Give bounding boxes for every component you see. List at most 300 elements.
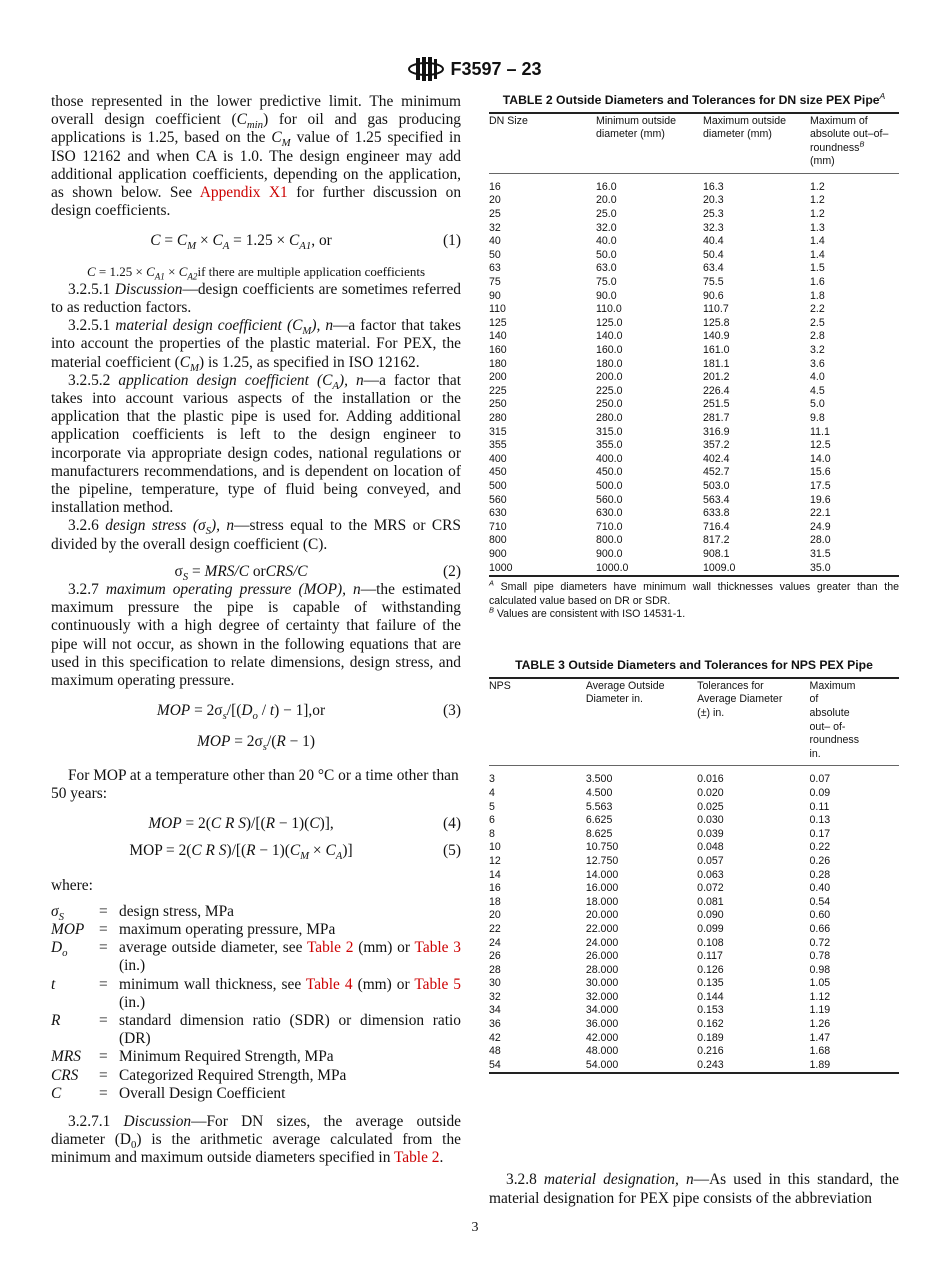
- text-run: = 2σ: [230, 732, 263, 750]
- text-run: )/[(: [245, 815, 266, 833]
- subscript: M: [187, 240, 197, 253]
- text-run: C: [325, 842, 336, 860]
- table-row: [489, 977, 899, 991]
- text-run: − 1)(: [255, 842, 290, 860]
- paragraph-3-2-7-1: [51, 1113, 461, 1168]
- table-cell: 32.0: [596, 221, 617, 234]
- table-row: [489, 303, 899, 317]
- text-run: —design coefficients are sometimes referred to as reduction factors.: [51, 280, 462, 317]
- text-run: ×: [309, 842, 326, 860]
- text-run: )]: [342, 842, 353, 860]
- column-header: NPS: [489, 679, 511, 692]
- table-cell: 42.000: [585, 1031, 619, 1044]
- equation-number: (2): [443, 562, 461, 580]
- text-run: 3.2.7: [68, 581, 106, 599]
- text-run: MOP = 2(: [129, 842, 192, 860]
- footnote-text: Small pipe diameters have minimum wall thicknesses values greater than the calculated value based on DR or SDR.: [489, 581, 899, 607]
- table-cell: 1.2: [810, 180, 825, 193]
- table-cell: 19.6: [810, 493, 831, 506]
- text-run: —stress equal to the MRS or CRS divided by the overall design coefficient (C).: [51, 517, 461, 553]
- table-cell: 452.7: [703, 466, 730, 479]
- table-cell: 1.19: [809, 1004, 831, 1017]
- table-cell: 0.117: [697, 950, 723, 963]
- subscript: M: [190, 361, 199, 374]
- table-cell: 20.3: [703, 194, 724, 207]
- table-cell: 25.3: [703, 208, 724, 221]
- table-cell: 125.0: [596, 316, 623, 329]
- table-row: [489, 766, 899, 787]
- table-row: [489, 909, 899, 923]
- equation-number: (4): [443, 815, 461, 833]
- table-cell: 0.063: [697, 868, 724, 881]
- table-row: [489, 1059, 899, 1074]
- text-run: CRS/C: [265, 562, 308, 580]
- table-cell: 0.216: [697, 1045, 724, 1058]
- table-cell: 32.000: [585, 990, 619, 1003]
- paragraph-mop: [51, 767, 461, 803]
- column-header: Maximum of absolute out– of-roundness in.: [809, 679, 860, 760]
- table-row: [489, 787, 899, 801]
- table-cell: 0.26: [809, 854, 831, 867]
- table-cell: 1.3: [810, 221, 825, 234]
- equation-number: (3): [443, 702, 461, 720]
- table-cell: 355.0: [596, 439, 623, 452]
- table-cell: 315.0: [596, 425, 623, 438]
- subscript: o: [252, 710, 258, 723]
- table-cell: 40.4: [703, 235, 724, 248]
- table-cell: 1.12: [809, 990, 831, 1003]
- variable-symbol: CRS: [51, 1066, 79, 1084]
- table-cell: 0.66: [809, 922, 831, 935]
- table-cell: 0.020: [697, 786, 724, 799]
- equation-3: [51, 702, 461, 723]
- table-cell: 110.7: [703, 303, 729, 316]
- text-run: or: [248, 562, 266, 580]
- table-cell: 25.0: [596, 208, 617, 221]
- text-run: material design coefficient (C: [115, 317, 303, 335]
- text-run: C R S: [210, 815, 246, 833]
- table-cell: 5: [489, 800, 495, 813]
- text-run: = 2(: [181, 815, 211, 833]
- variable-symbol: $D_o$: [51, 939, 68, 960]
- table-cell: 20.0: [596, 194, 617, 207]
- table-cell: 181.1: [703, 357, 730, 370]
- subscript: A: [335, 850, 343, 863]
- table-cell: 32: [489, 221, 501, 234]
- table-row: [489, 521, 899, 535]
- variable-definition: [119, 903, 461, 921]
- paragraph-3-2-6: [51, 517, 461, 553]
- table-row: [489, 841, 899, 855]
- table-cell: 1.2: [810, 194, 825, 207]
- table-cell: 315: [489, 425, 507, 438]
- table-cell: 3.6: [810, 357, 825, 370]
- table-cell: 0.016: [697, 773, 724, 786]
- table-cell: 30.000: [585, 977, 619, 990]
- table-cell: 16.000: [585, 882, 619, 895]
- subscript: 0: [130, 1139, 137, 1152]
- table-cell: 800: [489, 534, 507, 547]
- table-cell: 4.0: [810, 371, 825, 384]
- table-cell: 75.0: [596, 276, 617, 289]
- table-cell: 180: [489, 357, 507, 370]
- table-cell: 22.1: [810, 507, 831, 520]
- table-cell: 0.28: [809, 868, 831, 881]
- table-cell: 900: [489, 547, 507, 560]
- table-cell: 36: [489, 1018, 501, 1031]
- text-run: those represented in the lower predictive limit. The minimum overall design coefficient (: [51, 93, 461, 129]
- paragraph-3-2-5-1-discussion: [51, 281, 461, 317]
- variable-definition: [119, 921, 461, 939]
- text-run: , or: [311, 232, 332, 250]
- table-cell: 1.89: [809, 1058, 831, 1071]
- table-cell: 20: [489, 194, 501, 207]
- text-run: —a factor that takes into account various aspects of the installation or the application that the plastic pipe is used for. Adding additional application coefficients is left to the design engineer to incorporate via appropriate design codes, national regulations or manufacturers recommendations, and is dependent on location of the pipeline, temperature, type of fluid being conveyed, and installation method.: [51, 371, 461, 517]
- table-cell: 54: [489, 1058, 501, 1071]
- table-cell: 0.13: [809, 814, 831, 827]
- document-designation: F3597 – 23: [450, 58, 542, 79]
- table-row: [489, 507, 899, 521]
- cross-reference-link[interactable]: Table 4: [305, 975, 353, 993]
- table-row: [489, 937, 899, 951]
- subscript: M: [281, 137, 291, 150]
- table-row: [489, 991, 899, 1005]
- table-row: [489, 534, 899, 548]
- table-cell: 16.0: [596, 180, 617, 193]
- table-cell: 500.0: [596, 479, 623, 492]
- table-cell: 5.0: [810, 398, 825, 411]
- subscript: A2: [187, 271, 198, 282]
- table-cell: 63: [489, 262, 501, 275]
- table-row: [489, 548, 899, 562]
- table-row: [489, 173, 899, 194]
- table-cell: 0.135: [697, 977, 724, 990]
- text-run: maximum operating pressure (MOP), n: [105, 581, 361, 599]
- text-run: ), n: [311, 317, 334, 335]
- table-cell: 12: [489, 854, 501, 867]
- table-cell: 35.0: [810, 561, 831, 574]
- table-cell: 3.2: [810, 344, 825, 356]
- table-cell: 450.0: [596, 466, 623, 479]
- table-cell: 0.081: [697, 895, 724, 908]
- table-row: [489, 1032, 899, 1046]
- equals-sign: =: [99, 920, 108, 938]
- text-run: = 1.25 ×: [95, 263, 147, 279]
- table-cell: 1.47: [809, 1031, 831, 1044]
- table-row: [489, 466, 899, 480]
- table-cell: 710: [489, 520, 507, 533]
- text-run: ×: [196, 232, 213, 250]
- cross-reference-link[interactable]: Table 2: [393, 1149, 440, 1167]
- table-row: [489, 801, 899, 815]
- table-cell: 0.243: [697, 1058, 724, 1071]
- table-row: [489, 439, 899, 453]
- table-cell: 9.8: [810, 411, 825, 424]
- table-cell: 563.4: [703, 493, 730, 506]
- page-header: [0, 56, 950, 82]
- text-run: C: [236, 111, 247, 129]
- table-row: [489, 412, 899, 426]
- paragraph: [51, 93, 461, 220]
- cross-reference-link[interactable]: Table 2: [306, 939, 354, 957]
- cross-reference-link[interactable]: Table 3: [414, 939, 461, 957]
- table-cell: 0.057: [697, 854, 724, 867]
- table-cell: 17.5: [810, 479, 831, 492]
- left-column: [51, 93, 461, 1168]
- table-cell: 450: [489, 466, 507, 479]
- table-row: [489, 494, 899, 508]
- table-row: [489, 869, 899, 883]
- table-cell: 560: [489, 493, 507, 506]
- footnote-mark: B: [859, 139, 865, 149]
- text-run: − 1)(: [274, 815, 310, 833]
- table-cell: 225: [489, 384, 507, 397]
- table-cell: 0.108: [697, 936, 724, 949]
- text-run: R: [265, 815, 275, 833]
- table-cell: 0.099: [697, 922, 724, 935]
- text-run: minimum wall thickness, see: [119, 975, 306, 993]
- text-run: ) − 1],or: [274, 702, 326, 720]
- table-row: [489, 330, 899, 344]
- table-cell: 15.6: [810, 466, 831, 479]
- text-run: C: [150, 232, 161, 250]
- table-cell: 4: [489, 786, 495, 799]
- table-cell: 800.0: [596, 534, 623, 547]
- text-run: ×: [164, 263, 179, 279]
- table-cell: 20: [489, 909, 501, 922]
- column-header: Maximum of absolute out–of–roundness$^B$ (mm): [810, 114, 889, 168]
- text-run: = 2σ: [190, 702, 223, 720]
- table-cell: 6: [489, 814, 495, 827]
- variable-definition: [119, 939, 461, 975]
- text-run: standard dimension ratio (SDR) or dimension ratio (DR): [119, 1011, 461, 1048]
- variable-symbol: MOP: [51, 920, 85, 938]
- equals-sign: =: [99, 1066, 108, 1084]
- table-row: [489, 358, 899, 372]
- text-run: maximum operating pressure, MPa: [119, 920, 336, 938]
- variable-symbol: t: [51, 975, 56, 993]
- column-header: Tolerances for Average Diameter (±) in.: [697, 679, 783, 719]
- table-cell: 161.0: [703, 344, 730, 356]
- text-run: 3.2.6: [68, 517, 106, 535]
- equation-number: (5): [443, 842, 461, 860]
- table-cell: 3.500: [585, 773, 613, 786]
- table-cell: 710.0: [596, 520, 623, 533]
- table-cell: 0.17: [809, 827, 831, 840]
- table-cell: 50: [489, 248, 501, 261]
- table-cell: 0.54: [809, 895, 831, 908]
- table-row: [489, 964, 899, 978]
- table-2-footnotes: [489, 578, 899, 621]
- table-cell: 0.189: [697, 1031, 724, 1044]
- subscript: M: [300, 850, 310, 863]
- table-cell: 357.2: [703, 439, 730, 452]
- table-row: [489, 562, 899, 577]
- equation-number: (1): [443, 232, 461, 250]
- equation-2: [51, 563, 461, 581]
- table-cell: 31.5: [810, 547, 831, 560]
- subscript: S: [205, 525, 211, 538]
- text-run: ), n: [210, 517, 235, 535]
- table-cell: 110: [489, 303, 506, 316]
- table-cell: 0.72: [809, 936, 831, 949]
- table-cell: 633.8: [703, 507, 730, 520]
- table-cell: 48: [489, 1045, 501, 1058]
- table-cell: 10: [489, 841, 501, 854]
- text-run: if there are multiple application coefficients: [197, 263, 426, 279]
- text-run: C: [309, 815, 320, 833]
- footnote-mark: A: [489, 578, 494, 588]
- table-row: [489, 385, 899, 399]
- table-cell: 63.4: [703, 262, 724, 275]
- table-cell: 28.0: [810, 534, 831, 547]
- text-run: ) is 1.25, as specified in ISO 12162.: [199, 353, 420, 371]
- text-run: —As used in this standard, the material designation for PEX pipe consists of the abbreviation: [489, 1171, 899, 1207]
- page-number: 3: [471, 1220, 479, 1235]
- table-cell: 1.5: [810, 262, 825, 275]
- variable-definition: [119, 976, 461, 1012]
- text-run: ), n: [338, 371, 364, 389]
- table-cell: 14.000: [585, 868, 619, 881]
- equals-sign: =: [99, 1011, 108, 1029]
- table-cell: 1000: [489, 561, 513, 574]
- table-cell: 10.750: [585, 841, 619, 854]
- table-cell: 28: [489, 963, 501, 976]
- table-cell: 24: [489, 936, 501, 949]
- table-row: [489, 453, 899, 467]
- table-cell: 200: [489, 371, 507, 384]
- text-run: =: [160, 232, 177, 250]
- table-cell: 32.3: [703, 221, 724, 234]
- cross-reference-link[interactable]: Table 5: [414, 975, 461, 993]
- subscript: A1: [154, 271, 165, 282]
- text-run: C: [271, 129, 282, 147]
- text-run: Discussion: [123, 1112, 192, 1130]
- text-run: /(: [266, 732, 277, 750]
- table-cell: 0.09: [809, 786, 831, 799]
- subscript: M: [302, 325, 312, 338]
- text-run: C: [212, 232, 223, 250]
- table-footnote: [489, 578, 899, 608]
- text-run: Discussion: [114, 280, 183, 298]
- text-run: =: [188, 562, 205, 580]
- text-run: (in.): [119, 993, 146, 1011]
- table-cell: 110.0: [596, 303, 622, 316]
- table-cell: 0.030: [697, 814, 724, 827]
- table-cell: 75.5: [703, 276, 724, 289]
- table-cell: 817.2: [703, 534, 730, 547]
- table-cell: 140.9: [703, 330, 730, 343]
- text-run: —a factor that takes into account the properties of the plastic material. For PEX, the material coefficient (: [51, 317, 461, 371]
- text-run: (mm) or: [352, 975, 415, 993]
- table-cell: 8: [489, 827, 495, 840]
- text-run: Minimum Required Strength, MPa: [119, 1048, 334, 1066]
- table-row: [489, 426, 899, 440]
- equals-sign: =: [99, 1084, 108, 1102]
- table-cell: 54.000: [585, 1058, 619, 1071]
- text-run: 3.2.7.1: [68, 1112, 124, 1130]
- table-row: [489, 208, 899, 222]
- text-run: Categorized Required Strength, MPa: [119, 1066, 347, 1084]
- table-cell: 250: [489, 398, 507, 411]
- table-cell: 90.0: [596, 289, 617, 302]
- variable-definition: [119, 1012, 461, 1048]
- table-cell: 26.000: [585, 950, 619, 963]
- table-cell: 16: [489, 882, 501, 895]
- table-cell: 500: [489, 479, 507, 492]
- table-header-row: [489, 113, 899, 174]
- table-cell: 140: [489, 330, 507, 343]
- table-cell: 26: [489, 950, 501, 963]
- table-row: [489, 855, 899, 869]
- table-cell: 5.563: [585, 800, 613, 813]
- cross-reference-link[interactable]: Appendix X1: [199, 184, 288, 202]
- variable-definition: [119, 1085, 461, 1103]
- table-row: [489, 249, 899, 263]
- text-run: C: [289, 232, 300, 250]
- table-cell: 0.162: [697, 1018, 724, 1031]
- table-cell: 355: [489, 439, 507, 452]
- table-cell: 40.0: [596, 235, 617, 248]
- text-run: R: [246, 842, 256, 860]
- table-cell: 36.000: [585, 1018, 619, 1031]
- text-run: 3.2.5.1: [68, 317, 116, 335]
- column-header: DN Size: [489, 114, 528, 127]
- table-cell: 226.4: [703, 384, 730, 397]
- text-run: MOP: [156, 702, 191, 720]
- table-cell: 22.000: [585, 922, 619, 935]
- equation-1: [51, 232, 461, 253]
- table-row: [489, 344, 899, 358]
- text-run: /[(: [226, 702, 242, 720]
- table-cell: 250.0: [596, 398, 623, 411]
- table-cell: 8.625: [585, 827, 613, 840]
- text-run: design stress, MPa: [119, 902, 235, 920]
- table-cell: 4.5: [810, 384, 825, 397]
- variable-symbol: MRS: [51, 1048, 81, 1066]
- text-run: C: [86, 263, 96, 279]
- table-cell: 22: [489, 922, 501, 935]
- text-run: /: [257, 702, 270, 720]
- table-cell: 42: [489, 1031, 501, 1044]
- text-run: − 1): [285, 732, 315, 750]
- table-cell: 0.78: [809, 950, 831, 963]
- variable-definition: [119, 1048, 461, 1066]
- table-header-row: [489, 678, 899, 766]
- subscript: min: [246, 119, 264, 132]
- table-row: [489, 262, 899, 276]
- table-cell: 180.0: [596, 357, 623, 370]
- footnote-text: Values are consistent with ISO 14531-1.: [496, 607, 686, 620]
- table-cell: 24.000: [585, 936, 619, 949]
- table-cell: 0.40: [809, 882, 831, 895]
- table-cell: 160: [489, 344, 507, 356]
- table-cell: 0.07: [809, 773, 831, 786]
- equals-sign: =: [99, 1048, 108, 1066]
- table-cell: 32: [489, 990, 501, 1003]
- table-cell: 1000.0: [596, 561, 629, 574]
- table-cell: 716.4: [703, 520, 730, 533]
- table-cell: 2.2: [810, 303, 825, 316]
- subscript: A: [332, 379, 339, 392]
- table-cell: 0.144: [697, 990, 724, 1003]
- table-cell: 3: [489, 773, 495, 786]
- table-cell: 18: [489, 895, 501, 908]
- equals-sign: =: [99, 902, 108, 920]
- table-2-title: TABLE 2 Outside Diameters and Tolerances for DN size PEX Pipe$^A$: [502, 90, 886, 107]
- subscript: A: [222, 240, 230, 253]
- variable-symbol: C: [51, 1084, 62, 1102]
